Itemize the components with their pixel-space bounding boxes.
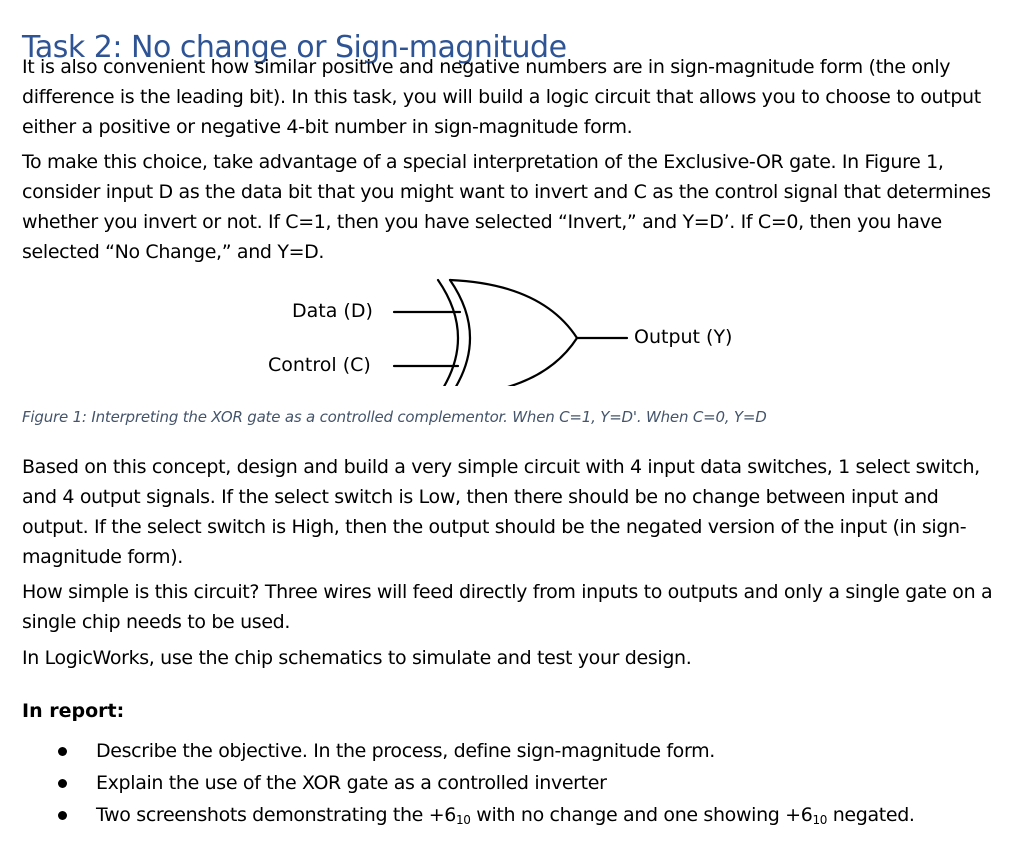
report-item-text-mid: with no change and one showing +6 [470,804,813,826]
subscript-base: 10 [812,813,828,827]
list-item [22,736,1007,768]
paragraph-intro: It is also convenient how similar positive and negative numbers are in sign-magnitude form (the only difference is the leading bit). In this task, you will build a logic circuit that allows you to choose to output either a positive or negative 4-bit number in sign-magnitude form. [22,56,981,138]
list-item [22,768,1007,800]
report-heading: In report: [22,700,125,722]
figure-xor-gate [22,276,1007,386]
subscript-base: 10 [456,813,471,827]
paragraph-xor-interpretation: To make this choice, take advantage of a special interpretation of the Exclusive-OR gate. In Figure 1, consider input D as the data bit that you might want to invert and C as the control signal that determines whether you invert or not. If C=1, then you have selected “Invert,” and Y=D’. If C=0, then you have selected “No Change,” and Y=D. [22,151,991,263]
list-item [22,800,1007,832]
input-control-label: Control (C) [268,354,371,376]
output-label: Output (Y) [634,326,733,348]
report-item-text: Describe the objective. In the process, define sign-magnitude form. [96,740,715,762]
paragraph-simplicity: How simple is this circuit? Three wires will feed directly from inputs to outputs and only a single gate on a single chip needs to be used. [22,581,993,633]
report-list [22,736,1007,832]
report-item-text-pre: Two screenshots demonstrating the +6 [96,804,457,826]
input-data-label: Data (D) [292,300,373,322]
page-title: Task 2: No change or Sign-magnitude [22,30,567,66]
figure-caption: Figure 1: Interpreting the XOR gate as a controlled complementor. When C=1, Y=D'. When C=0, Y=D [22,408,767,426]
bullet-dot-icon [58,811,67,820]
paragraph-logicworks: In LogicWorks, use the chip schematics to simulate and test your design. [22,647,692,669]
report-item-text: Explain the use of the XOR gate as a controlled inverter [96,772,607,794]
report-item-text-post: negated. [827,804,915,826]
paragraph-design: Based on this concept, design and build a very simple circuit with 4 input data switches, 1 select switch, and 4 output signals. If the select switch is Low, then there should be no change between input and output. If the select switch is High, then the output should be the negated version of the input (in sign-magnitude form). [22,456,980,568]
bullet-dot-icon [58,747,67,756]
bullet-dot-icon [58,779,67,788]
xor-extra-curve [438,280,458,386]
xor-gate-icon [22,276,1007,386]
